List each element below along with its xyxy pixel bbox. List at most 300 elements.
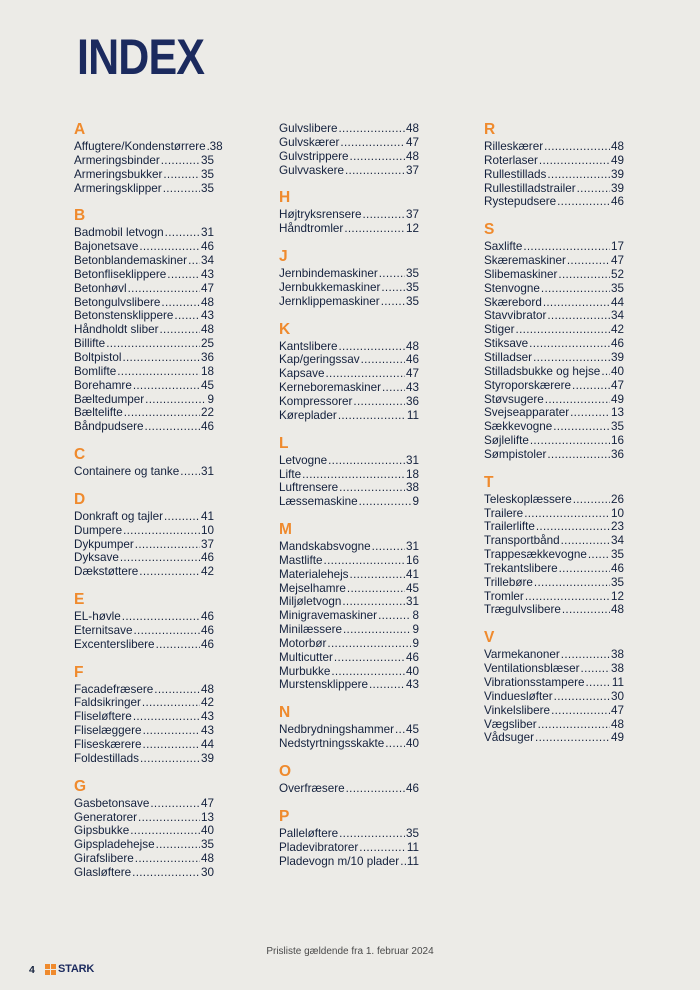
entry-page: 48 xyxy=(200,682,214,696)
dot-leader xyxy=(543,296,610,310)
dot-leader xyxy=(180,465,200,479)
section-letter: S xyxy=(484,221,495,239)
entry-name: Bajonetsave xyxy=(74,240,139,254)
index-entry xyxy=(484,534,624,548)
section-letter: P xyxy=(279,807,290,825)
entry-name: Glasløftere xyxy=(74,865,132,879)
index-entry xyxy=(484,406,624,420)
entry-page: 47 xyxy=(405,135,419,149)
entry-page: 44 xyxy=(200,738,214,751)
index-entry xyxy=(279,353,419,367)
entry-page: 45 xyxy=(405,723,419,737)
entry-page: 48 xyxy=(405,339,419,353)
entry-name: Bomlifte xyxy=(74,364,117,378)
index-entry xyxy=(484,448,624,462)
dot-leader xyxy=(327,637,411,651)
entry-name: Minigravemaskiner xyxy=(279,609,378,623)
entry-name: EL-høvle xyxy=(74,610,121,624)
entry-name: Kompressorer xyxy=(279,394,353,408)
index-section xyxy=(279,705,419,751)
dot-leader xyxy=(188,254,200,268)
entry-name: Stilladsbukke og hejse xyxy=(484,364,601,378)
entry-page: 43 xyxy=(405,678,419,692)
dot-leader xyxy=(135,852,200,866)
entry-name: Betongulvslibere xyxy=(74,295,161,309)
entry-page: 47 xyxy=(610,378,624,392)
index-section xyxy=(74,779,214,880)
entry-page: 35 xyxy=(610,281,624,295)
entry-name: Pladevibratorer xyxy=(279,840,359,854)
entry-name: Trillebøre xyxy=(484,575,533,589)
entry-name: Donkraft og tajler xyxy=(74,509,163,523)
dot-leader xyxy=(381,281,405,295)
index-entry xyxy=(279,208,419,222)
index-entry xyxy=(74,838,214,852)
index-entry xyxy=(74,254,214,268)
index-entry xyxy=(279,454,419,468)
index-entry xyxy=(74,154,214,168)
entry-page: 11 xyxy=(611,676,624,689)
entry-name: Gulvskærer xyxy=(279,135,340,149)
entry-page: 40 xyxy=(405,737,419,751)
section-letter: D xyxy=(74,490,86,508)
dot-leader xyxy=(547,168,610,182)
index-entry xyxy=(484,718,624,732)
dot-leader xyxy=(378,609,411,623)
entry-page: 42 xyxy=(200,696,214,710)
dot-leader xyxy=(331,665,405,679)
entry-page: 9 xyxy=(412,495,419,509)
index-entry xyxy=(279,281,419,295)
dot-leader xyxy=(124,406,200,420)
index-section xyxy=(484,122,624,209)
index-entry xyxy=(74,710,214,724)
entry-page: 45 xyxy=(405,581,419,595)
index-entry xyxy=(484,603,624,617)
entry-name: Facadefræsere xyxy=(74,682,154,696)
index-entry xyxy=(279,540,419,554)
entry-name: Vibrationsstampere xyxy=(484,676,585,689)
index-entry xyxy=(279,340,419,354)
index-entry xyxy=(74,406,214,420)
entry-page: 45 xyxy=(200,378,214,392)
index-entry xyxy=(484,154,624,168)
entry-name: Murstensklippere xyxy=(279,678,368,692)
dot-leader xyxy=(120,551,200,565)
index-entry xyxy=(279,595,419,609)
dot-leader xyxy=(525,590,610,604)
entry-name: Stilladser xyxy=(484,350,533,364)
index-entry xyxy=(74,624,214,638)
dot-leader xyxy=(572,379,610,393)
index-entry xyxy=(484,434,624,448)
dot-leader xyxy=(325,367,405,381)
section-letter: C xyxy=(74,446,86,464)
dot-leader xyxy=(557,195,610,209)
entry-name: Bæltelifte xyxy=(74,406,123,420)
entry-name: Badmobil letvogn xyxy=(74,226,164,240)
dot-leader xyxy=(350,150,405,164)
entry-name: Stiksave xyxy=(484,337,529,351)
entry-page: 31 xyxy=(200,226,214,240)
section-letter: N xyxy=(279,704,291,722)
entry-page: 39 xyxy=(610,350,624,364)
dot-leader xyxy=(342,595,405,609)
entry-page: 16 xyxy=(610,434,624,448)
section-letter: A xyxy=(74,121,86,138)
section-letter: G xyxy=(74,777,87,795)
index-entry xyxy=(279,122,419,136)
entry-page: 31 xyxy=(200,465,214,479)
entry-page: 9 xyxy=(412,636,419,650)
index-entry xyxy=(484,195,624,209)
entry-name: Borehamre xyxy=(74,378,132,392)
entry-name: Vådsuger xyxy=(484,731,535,745)
index-entry xyxy=(484,309,624,323)
index-entry xyxy=(484,704,624,718)
entry-name: Skærebord xyxy=(484,295,542,309)
dot-leader xyxy=(350,568,405,582)
dot-leader xyxy=(535,731,610,745)
dot-leader xyxy=(163,168,200,182)
section-letter: H xyxy=(279,189,291,207)
section-letter: V xyxy=(484,629,495,647)
index-entry xyxy=(279,164,419,178)
dot-leader xyxy=(132,866,200,880)
entry-name: Kantslibere xyxy=(279,339,338,353)
entry-page: 35 xyxy=(405,280,419,294)
dot-leader xyxy=(145,420,200,434)
entry-name: Betonhøvl xyxy=(74,281,127,295)
dot-leader xyxy=(130,824,200,838)
dot-leader xyxy=(128,282,200,296)
entry-name: Håndholdt sliber xyxy=(74,323,159,337)
entry-name: Rullestilladstrailer xyxy=(484,181,576,195)
dot-leader xyxy=(400,855,406,869)
entry-page: 40 xyxy=(405,664,419,678)
dot-leader xyxy=(346,782,405,796)
dot-leader xyxy=(159,323,200,337)
index-entry xyxy=(484,420,624,434)
entry-name: Luftrensere xyxy=(279,481,339,495)
index-entry xyxy=(484,140,624,154)
dot-leader xyxy=(140,752,200,766)
index-entry xyxy=(74,351,214,365)
index-section xyxy=(279,764,419,796)
entry-name: Ventilationsblæser xyxy=(484,662,580,676)
index-entry xyxy=(74,738,214,752)
entry-page: 35 xyxy=(200,153,214,167)
entry-name: Pladevogn m/10 plader xyxy=(279,854,400,868)
index-entry xyxy=(74,379,214,393)
index-entry xyxy=(484,548,624,562)
stark-logo-icon xyxy=(45,964,56,975)
dot-leader xyxy=(547,448,610,462)
entry-page: 31 xyxy=(405,453,419,467)
entry-page: 46 xyxy=(200,623,214,637)
entry-page: 44 xyxy=(610,295,624,309)
entry-page: 18 xyxy=(200,364,214,378)
entry-name: Faldsikringer xyxy=(74,696,141,710)
entry-name: Sækkevogne xyxy=(484,420,553,434)
dot-leader xyxy=(339,481,405,495)
dot-leader xyxy=(541,282,610,296)
index-entry xyxy=(484,268,624,282)
entry-name: Mastlifte xyxy=(279,553,323,567)
index-entry xyxy=(74,811,214,825)
index-entry xyxy=(484,240,624,254)
entry-name: Murbukke xyxy=(279,664,331,678)
entry-page: 41 xyxy=(200,509,214,523)
index-entry xyxy=(279,568,419,582)
entry-name: Gulvstrippere xyxy=(279,149,349,163)
entry-name: Gulvvaskere xyxy=(279,163,344,177)
entry-page: 37 xyxy=(405,208,419,222)
dot-leader xyxy=(570,406,610,420)
entry-page: 46 xyxy=(200,240,214,254)
index-entry xyxy=(74,638,214,652)
index-entry xyxy=(279,381,419,395)
entry-name: Dyksave xyxy=(74,551,119,565)
entry-page: 47 xyxy=(405,367,419,381)
entry-page: 23 xyxy=(610,520,624,534)
entry-name: Betonblandemaskiner xyxy=(74,254,188,268)
index-entry xyxy=(484,282,624,296)
index-entry xyxy=(484,365,624,379)
entry-page: 11 xyxy=(406,840,419,854)
dot-leader xyxy=(581,662,610,676)
dot-leader xyxy=(561,648,610,662)
entry-name: Excenterslibere xyxy=(74,637,155,651)
index-entry xyxy=(484,590,624,604)
entry-page: 18 xyxy=(405,467,419,481)
section-letter: O xyxy=(279,763,292,780)
index-entry xyxy=(484,254,624,268)
section-letter: K xyxy=(279,320,291,338)
dot-leader xyxy=(302,468,405,482)
entry-name: Letvogne xyxy=(279,453,328,467)
index-entry xyxy=(74,852,214,866)
entry-page: 35 xyxy=(610,420,624,434)
entry-page: 35 xyxy=(200,181,214,195)
dot-leader xyxy=(145,393,206,407)
dot-leader xyxy=(524,507,610,521)
entry-name: Kerneboremaskiner xyxy=(279,381,381,395)
entry-page: 46 xyxy=(200,637,214,651)
entry-name: Billifte xyxy=(74,337,106,351)
index-entry xyxy=(74,168,214,182)
dot-leader xyxy=(538,718,610,732)
dot-leader xyxy=(165,226,200,240)
entry-page: 39 xyxy=(610,167,624,181)
entry-page: 40 xyxy=(200,824,214,838)
entry-name: Armeringsbinder xyxy=(74,153,160,167)
index-entry xyxy=(74,824,214,838)
dot-leader xyxy=(174,309,200,323)
dot-leader xyxy=(167,268,200,282)
dot-leader xyxy=(353,395,405,409)
entry-name: Tromler xyxy=(484,589,524,603)
index-entry xyxy=(279,136,419,150)
entry-page: 47 xyxy=(200,796,214,810)
dot-leader xyxy=(381,295,405,309)
entry-name: Saxlifte xyxy=(484,240,523,254)
entry-page: 43 xyxy=(200,267,214,281)
entry-name: Affugtere/Kondenstørrere xyxy=(74,140,206,153)
entry-page: 17 xyxy=(610,240,624,254)
entry-name: Mejselhamre xyxy=(279,581,346,595)
entry-page: 49 xyxy=(610,392,624,406)
dot-leader xyxy=(343,623,411,637)
entry-name: Jernbukkemaskiner xyxy=(279,280,381,294)
dot-leader xyxy=(345,164,405,178)
index-section xyxy=(74,592,214,652)
entry-page: 30 xyxy=(200,865,214,879)
index-section xyxy=(279,809,419,869)
dot-leader xyxy=(338,340,405,354)
index-section xyxy=(74,492,214,579)
entry-page: 35 xyxy=(200,167,214,181)
index-column-1 xyxy=(74,121,223,893)
index-entry xyxy=(74,282,214,296)
entry-page: 16 xyxy=(405,553,419,567)
entry-page: 47 xyxy=(610,254,624,268)
index-entry xyxy=(484,493,624,507)
index-section xyxy=(74,447,214,479)
dot-leader xyxy=(133,624,200,638)
entry-page: 48 xyxy=(200,852,214,866)
index-entry xyxy=(279,495,419,509)
dot-leader xyxy=(139,565,200,579)
index-entry xyxy=(484,351,624,365)
entry-name: Betonfliseklippere xyxy=(74,267,167,281)
dot-leader xyxy=(379,267,405,281)
entry-page: 43 xyxy=(200,309,214,323)
entry-name: Kapsave xyxy=(279,367,325,381)
entry-page: 46 xyxy=(200,420,214,434)
dot-leader xyxy=(122,610,200,624)
entry-page: 10 xyxy=(200,523,214,537)
entry-name: Skæremaskiner xyxy=(484,254,566,268)
entry-name: Læssemaskine xyxy=(279,495,358,509)
dot-leader xyxy=(133,710,200,724)
index-entry xyxy=(279,782,419,796)
entry-page: 46 xyxy=(610,561,624,575)
entry-page: 41 xyxy=(405,567,419,581)
dot-leader xyxy=(551,704,610,718)
entry-page: 35 xyxy=(610,548,624,562)
index-entry xyxy=(74,565,214,579)
entry-name: Rystepudsere xyxy=(484,195,557,209)
index-section xyxy=(74,665,214,766)
stark-logo-text: STARK xyxy=(58,963,95,975)
entry-name: Palleløftere xyxy=(279,826,339,840)
index-entry xyxy=(74,323,214,337)
entry-name: Betonstensklippere xyxy=(74,309,174,323)
entry-page: 34 xyxy=(200,254,214,268)
index-entry xyxy=(484,676,624,690)
dot-leader xyxy=(334,651,405,665)
entry-name: Boltpistol xyxy=(74,350,122,364)
entry-page: 48 xyxy=(200,323,214,337)
index-entry xyxy=(74,866,214,880)
dot-leader xyxy=(395,723,405,737)
index-entry xyxy=(484,662,624,676)
entry-page: 46 xyxy=(200,551,214,565)
entry-page: 25 xyxy=(200,337,214,351)
dot-leader xyxy=(143,724,200,738)
dot-leader xyxy=(369,678,405,692)
entry-page: 37 xyxy=(405,163,419,177)
entry-name: Gipsbukke xyxy=(74,824,130,838)
entry-page: 10 xyxy=(610,506,624,520)
entry-page: 38 xyxy=(209,140,223,153)
index-section xyxy=(279,522,419,692)
page-title: INDEX xyxy=(77,29,205,85)
dot-leader xyxy=(533,351,610,365)
entry-name: Gulvslibere xyxy=(279,122,338,135)
entry-name: Teleskoplæssere xyxy=(484,492,572,506)
index-entry xyxy=(279,267,419,281)
dot-leader xyxy=(585,676,610,690)
dot-leader xyxy=(577,182,610,196)
entry-name: Vinkelslibere xyxy=(484,703,551,717)
index-entry xyxy=(74,724,214,738)
index-entry xyxy=(279,678,419,692)
entry-page: 36 xyxy=(610,447,624,461)
entry-name: Rilleskærer xyxy=(484,140,544,153)
entry-page: 46 xyxy=(405,782,419,795)
entry-name: Materialehejs xyxy=(279,567,349,581)
entry-name: Trekantslibere xyxy=(484,561,558,575)
index-entry xyxy=(279,295,419,309)
entry-name: Bæltedumper xyxy=(74,392,145,406)
entry-name: Multicutter xyxy=(279,650,333,664)
dot-leader xyxy=(154,683,200,697)
entry-page: 30 xyxy=(610,689,624,703)
entry-name: Overfræsere xyxy=(279,782,345,795)
entry-page: 35 xyxy=(200,838,214,852)
entry-page: 38 xyxy=(610,648,624,662)
entry-page: 34 xyxy=(610,309,624,323)
entry-name: Vægsliber xyxy=(484,717,537,731)
index-entry xyxy=(279,623,419,637)
dot-leader xyxy=(372,540,405,554)
index-entry xyxy=(484,576,624,590)
index-section xyxy=(74,208,214,434)
entry-page: 48 xyxy=(610,603,624,617)
entry-page: 35 xyxy=(405,267,419,281)
index-entry xyxy=(74,296,214,310)
index-entry xyxy=(74,393,214,407)
entry-page: 46 xyxy=(200,610,214,624)
dot-leader xyxy=(106,337,200,351)
index-entry xyxy=(484,168,624,182)
dot-leader xyxy=(338,122,405,136)
section-letter: B xyxy=(74,207,86,225)
entry-page: 9 xyxy=(207,392,214,406)
dot-leader xyxy=(558,268,610,282)
dot-leader xyxy=(529,337,610,351)
entry-page: 31 xyxy=(405,595,419,609)
dot-leader xyxy=(207,140,209,154)
dot-leader xyxy=(138,811,200,825)
index-entry xyxy=(484,562,624,576)
entry-name: Foldestillads xyxy=(74,751,139,765)
dot-leader xyxy=(362,208,405,222)
index-entry xyxy=(74,752,214,766)
dot-leader xyxy=(347,582,405,596)
